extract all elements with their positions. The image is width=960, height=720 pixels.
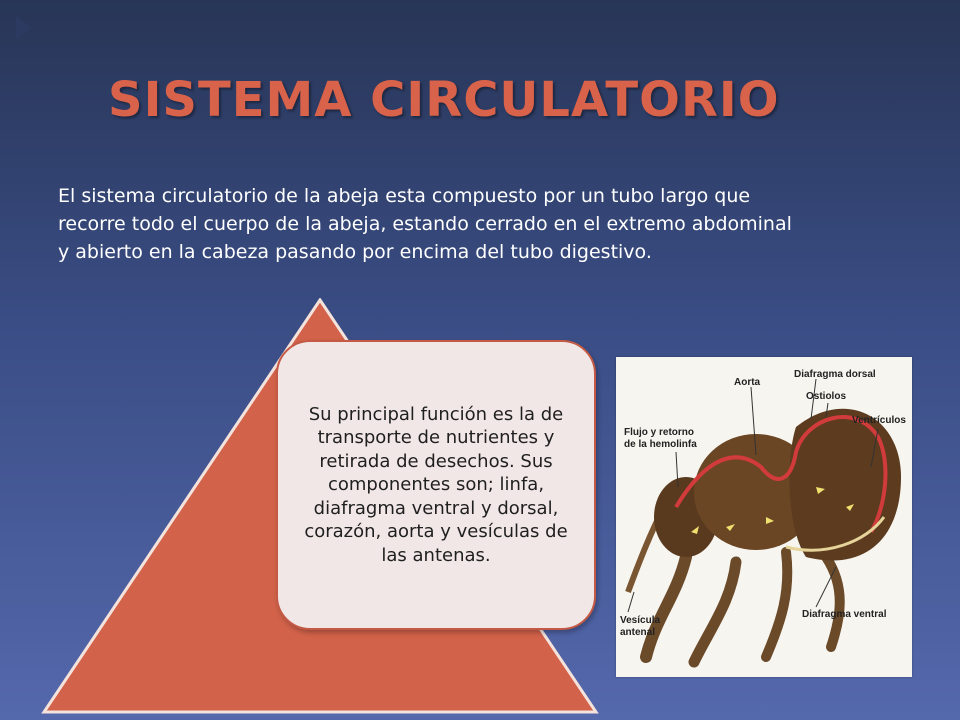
intro-paragraph: El sistema circulatorio de la abeja esta compuesto por un tubo largo que recorre todo el cuerpo de la abeja, estando cerrado en el extremo abdominal y abierto en la cabeza pasando por encima del tubo digestivo. (58, 185, 792, 263)
bee-illustration (616, 357, 912, 677)
slide-title: SISTEMA CIRCULATORIO (108, 72, 780, 128)
label-ventriculos: Ventrículos (852, 415, 906, 426)
callout-text: Su principal función es la de transporte de nutrientes y retirada de desechos. Sus componentes son; linfa, diafragma ventral y dorsal, corazón, aorta y vesículas de las antenas. (304, 403, 568, 566)
label-vesicula-2: antenal (620, 627, 656, 638)
slide-nav-arrow-icon (16, 16, 32, 40)
label-vesicula-1: Vesícula (620, 615, 661, 626)
callout-box (276, 340, 596, 630)
label-flujo-2: de la hemolinfa (624, 439, 697, 450)
label-aorta: Aorta (734, 377, 761, 388)
label-diafragma-ventral: Diafragma ventral (802, 609, 887, 620)
label-flujo-1: Flujo y retorno (624, 427, 694, 438)
bee-circulatory-diagram (616, 357, 912, 677)
label-ostiolos: Ostiolos (806, 391, 847, 402)
label-diafragma-dorsal: Diafragma dorsal (794, 369, 876, 380)
